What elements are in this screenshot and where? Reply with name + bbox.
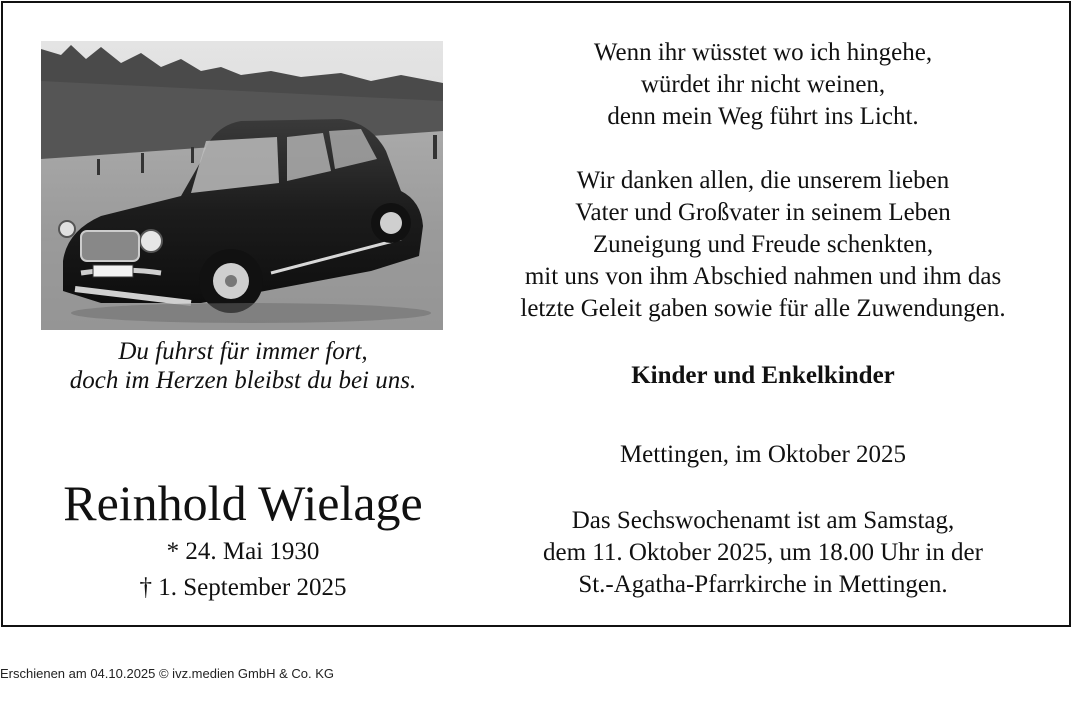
thanks-line: mit uns von ihm Abschied nahmen und ihm das xyxy=(524,263,1002,290)
thanks-line: Wir danken allen, die unserem lieben xyxy=(576,167,950,194)
verse-line: würdet ihr nicht weinen, xyxy=(640,71,886,98)
birth-date: * 24. Mai 1930 xyxy=(166,538,320,565)
deceased-name: Reinhold Wielage xyxy=(63,475,423,531)
death-date: † 1. September 2025 xyxy=(139,574,347,601)
caption-line: doch im Herzen bleibst du bei uns. xyxy=(69,367,417,394)
photo-caption xyxy=(23,337,463,395)
service-line: Das Sechswochenamt ist am Samstag, xyxy=(571,507,955,534)
service-line: dem 11. Oktober 2025, um 18.00 Uhr in der xyxy=(543,539,983,566)
thanks-line: letzte Geleit gaben sowie für alle Zuwendungen. xyxy=(520,295,1006,322)
verse xyxy=(473,37,1053,133)
caption-line: Du fuhrst für immer fort, xyxy=(118,338,368,365)
life-dates xyxy=(23,534,463,606)
service-info xyxy=(473,505,1053,601)
verse-line: Wenn ihr wüsstet wo ich hingehe, xyxy=(593,39,933,66)
thanks-line: Vater und Großvater in seinem Leben xyxy=(575,199,951,226)
publication-footer: Erschienen am 04.10.2025 © ivz.medien GmbH & Co. KG xyxy=(0,666,335,681)
obituary-notice xyxy=(1,1,1071,627)
service-line: St.-Agatha-Pfarrkirche in Mettingen. xyxy=(578,571,948,598)
vintage-car-photo xyxy=(41,41,443,330)
thanks-line: Zuneigung und Freude schenkten, xyxy=(592,231,934,258)
signature: Kinder und Enkelkinder xyxy=(631,362,895,389)
thanks-text xyxy=(473,165,1053,325)
verse-line: denn mein Weg führt ins Licht. xyxy=(607,103,919,130)
place-date: Mettingen, im Oktober 2025 xyxy=(619,441,907,468)
